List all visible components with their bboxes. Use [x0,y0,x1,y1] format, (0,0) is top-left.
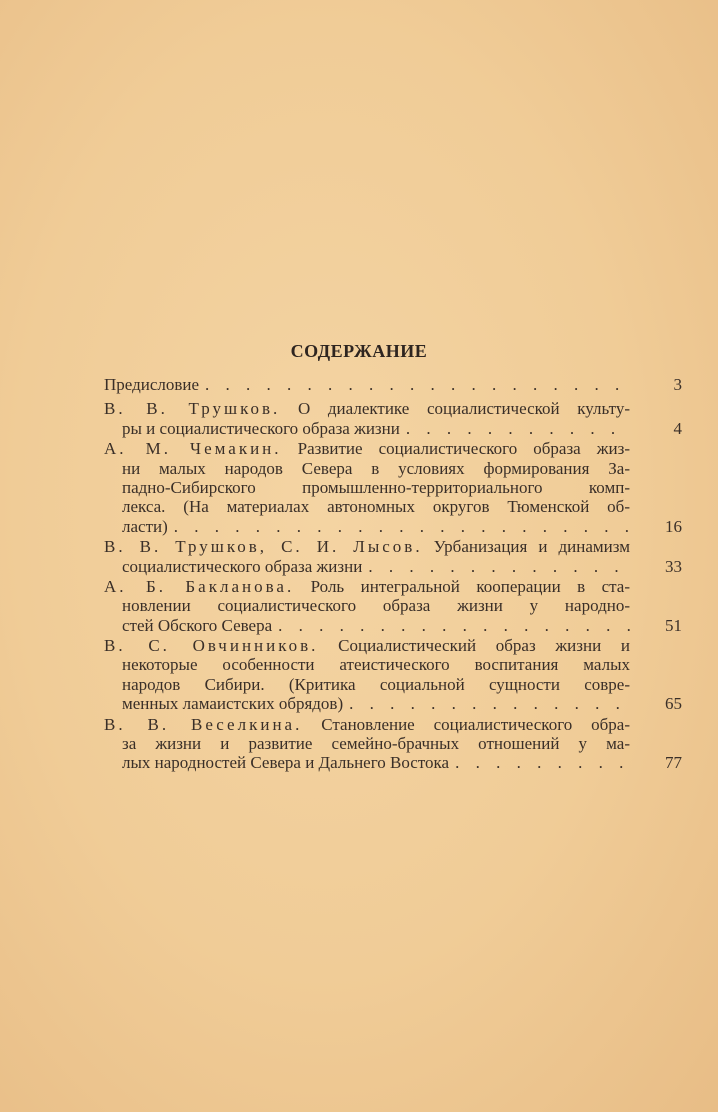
entry-title-line: некоторые особенности атеистического воспитания малых [122,655,630,675]
page-number: 16 [665,516,682,536]
entry-title-line: ни малых народов Севера в условиях формирования За- [122,458,630,478]
entry-title-line: О диалектике социалистической культу- [297,399,630,419]
entry-title-line: за жизни и развитие семейно-брачных отношений у ма- [122,734,630,754]
toc-entry [104,537,682,576]
toc-entry [104,375,682,394]
dot-leader [272,616,630,635]
entry-author: В. В. Веселкина. [104,714,303,734]
page-title: СОДЕРЖАНИЕ [290,341,428,361]
entry-author: В. В. Трушков. [104,399,281,419]
entry-author: В. С. Овчинников. [104,636,319,656]
entry-title-line: ры и социалистического образа жизни [122,418,400,438]
entry-author: А. М. Чемакин. [104,439,282,459]
toc-line [104,399,630,418]
entry-title-line: Становление социалистического обра- [321,714,630,734]
entry-title-line: Предисловие [104,375,200,394]
toc-line [104,636,630,655]
toc-entry [104,439,682,536]
toc-line [104,419,630,438]
toc-line-text [122,694,343,713]
toc-line [104,675,630,694]
toc-line [104,715,630,734]
toc-line [104,577,630,596]
page-number: 77 [665,753,682,773]
dot-leader [362,557,630,576]
entry-title-line: менных ламаистских обрядов) [122,694,344,714]
toc-entry [104,636,682,714]
page-number: 51 [665,615,682,635]
dot-leader [343,694,630,713]
entry-title-line: лекса. (На материалах автономных округов Тюменской об- [122,497,630,517]
toc-line [104,497,630,516]
entry-title-line: падно-Сибирского промышленно-территориального комп- [122,477,630,497]
toc-entry [104,577,682,635]
toc-line-text [122,753,449,772]
entry-title-line: стей Обского Севера [122,615,273,635]
entry-title-line: социалистического образа жизни [122,556,363,576]
entry-title-line: Урбанизация и динамизм [433,537,630,557]
entry-title-line: ласти) [122,516,168,536]
page-number: 65 [665,694,682,714]
page-number: 33 [665,556,682,576]
entry-title-line: Развитие социалистического образа жиз- [297,439,630,459]
toc-line [104,655,630,674]
dot-leader [199,375,630,394]
entry-title-line: Роль интегральной кооперации в ста- [310,576,630,596]
entry-title-line: новлении социалистического образа жизни у народно- [122,596,630,616]
toc-entry [104,715,682,773]
toc-line-text [104,375,199,394]
entry-title-line: лых народностей Севера и Дальнего Востока [122,753,450,773]
toc-line-text [122,419,400,438]
toc-line [104,439,630,458]
toc-line [104,517,630,536]
toc-line [104,459,630,478]
toc-line [104,596,630,615]
toc-line-text [122,616,272,635]
page-number: 3 [673,375,682,394]
toc-line [104,537,630,556]
entry-author: В. В. Трушков, С. И. Лысов. [104,537,423,557]
toc-line [104,694,630,713]
toc-line [104,734,630,753]
toc-line [104,753,630,772]
toc-line [104,616,630,635]
toc-entry [104,399,682,438]
toc-line-text [122,517,168,536]
entry-title-line: Социалистический образ жизни и [338,636,630,656]
dot-leader [449,753,630,772]
toc-line-text [122,557,362,576]
dot-leader [168,517,630,536]
page-number: 4 [673,418,682,438]
toc-line [104,375,630,394]
table-of-contents [104,375,682,774]
entry-title-line: народов Сибири. (Критика социальной сущности совре- [122,674,630,694]
entry-author: А. Б. Бакланова. [104,576,295,596]
toc-line [104,557,630,576]
toc-line [104,478,630,497]
dot-leader [400,419,630,438]
